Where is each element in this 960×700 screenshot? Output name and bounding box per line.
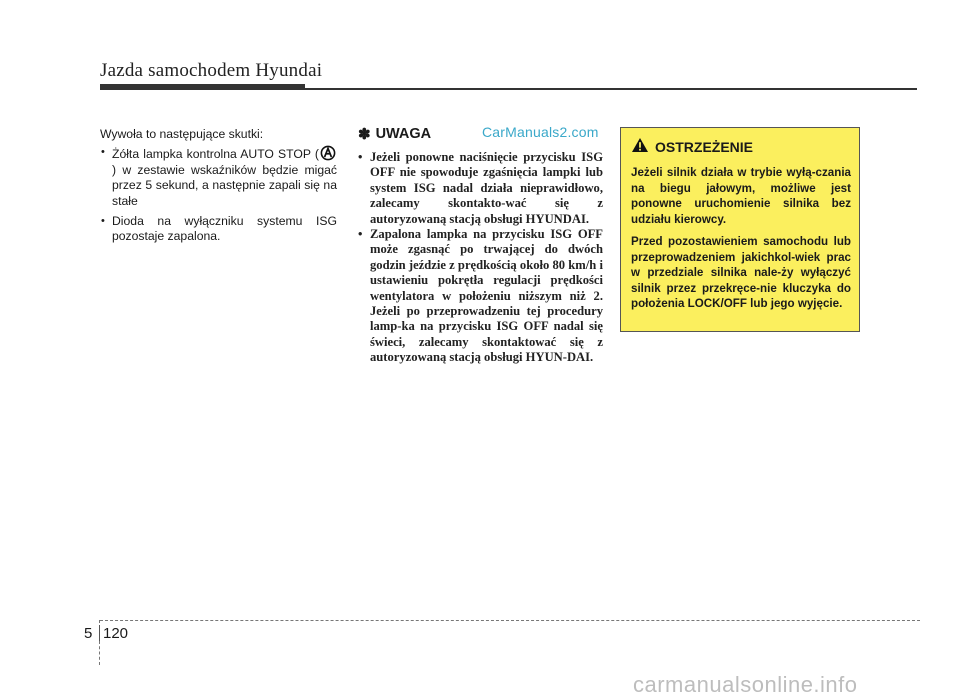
chapter-number: 5	[84, 625, 93, 642]
header-rule	[100, 88, 917, 90]
warning-paragraph: Przed pozostawieniem samochodu lub przeprowadzeniem jakichkol-wiek prac w przedziale silnika nale-ży wyłączyć silnik przez przekręce-nie kluczyka do położenia LOCK/OFF lub jego wyjęcie.	[631, 235, 851, 310]
left-column	[100, 127, 337, 250]
warning-paragraph: Jeżeli silnik działa w trybie wyłą-czania na biegu jałowym, możliwe jest ponowne uruchomienie silnika bez udziału kierowcy.	[631, 166, 851, 226]
note-symbol: ✽	[358, 126, 371, 143]
note-list	[358, 150, 603, 366]
footer-rule	[100, 620, 920, 621]
effect-item-lamp-text-start: Żółta lampka kontrolna AUTO STOP (	[112, 147, 319, 162]
watermark-top: CarManuals2.com	[482, 124, 599, 140]
watermark-bottom: carmanualsonline.info	[633, 672, 858, 697]
note-column	[358, 125, 603, 366]
note-item: • Jeżeli ponowne naciśnięcie przycisku ISG OFF nie spowoduje zgaśnięcia lampki lub system ISG nadal działa nieprawidłowo, zalecamy skontakto-wać się z autoryzowaną stacją obsługi HYUNDAI.	[358, 150, 603, 227]
warning-box	[620, 127, 860, 332]
effect-item-diode: • Dioda na wyłączniku systemu ISG pozostaje zapalona.	[100, 214, 337, 245]
note-heading-label: UWAGA	[375, 126, 432, 142]
effects-list	[100, 145, 337, 244]
effect-item-lamp-text-end: ) w zestawie wskaźników będzie migać przez 5 sekund, a następnie zapali się na stałe	[112, 162, 337, 208]
auto-stop-lamp-icon	[320, 145, 336, 161]
footer-divider	[99, 625, 100, 641]
page-number: 120	[103, 625, 129, 642]
warning-triangle-icon	[631, 137, 649, 156]
warning-title	[631, 137, 851, 156]
effect-item-lamp	[100, 145, 337, 209]
page-header-title: Jazda samochodem Hyundai	[100, 60, 323, 81]
warning-title-label: OSTRZEŻENIE	[655, 138, 754, 155]
note-item: • Zapalona lampka na przycisku ISG OFF może zgasnąć po trwającej do dwóch godzin jeździe z prędkością około 80 km/h i ustawieniu pokrętła regulacji prędkości wentylatora w położeniu niższym niż 2. Jeżeli po przeprowadzeniu tej procedury lamp-ka na przycisku ISG OFF nadal się świeci, zalecamy skontaktować się z autoryzowaną stacją obsługi HYUN-DAI.	[358, 227, 603, 366]
effects-intro: Wywoła to następujące skutki:	[100, 127, 264, 141]
